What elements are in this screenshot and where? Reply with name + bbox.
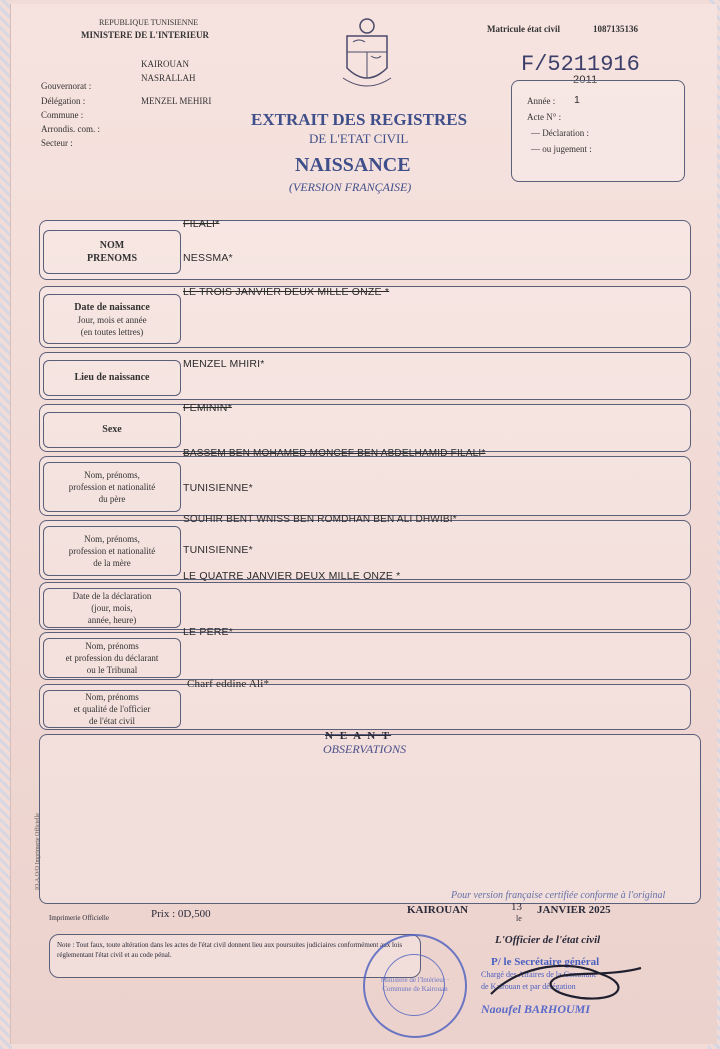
declarant-value: LE PERE*	[183, 626, 234, 638]
row-sex-label: Sexe	[43, 412, 181, 448]
declaration-date-value: LE QUATRE JANVIER DEUX MILLE ONZE *	[183, 570, 401, 582]
father-value: BASSEM BEN MOHAMED MONCEF BEN ABDELHAMID FILALI*	[183, 448, 486, 459]
side-print-text: IO.A.O/O Imprimerie Officielle	[35, 813, 41, 890]
acte-value: 1	[574, 94, 581, 106]
date-prefix-text: le	[516, 914, 522, 923]
matricule-label: Matricule état civil	[487, 24, 560, 34]
row-officer-label: Nom, prénoms et qualité de l'officier de l'état civil	[43, 690, 181, 728]
secteur-label: Secteur :	[41, 138, 73, 148]
observations-label: OBSERVATIONS	[323, 742, 407, 756]
row-name-label: NOM PRENOMS	[43, 230, 181, 274]
republic-text: REPUBLIQUE TUNISIENNE	[99, 18, 199, 27]
title-extrait: EXTRAIT DES REGISTRES	[251, 110, 468, 129]
row-mother-label: Nom, prénoms, profession et nationalité de la mère	[43, 526, 181, 576]
officer-title-text: L'Officier de l'état civil	[495, 934, 601, 946]
title-version: (VERSION FRANÇAISE)	[289, 180, 412, 194]
observations-box	[39, 734, 701, 904]
certification-text: Pour version française certifiée conforme à l'original	[451, 890, 666, 901]
matricule-value: 1087135136	[593, 24, 638, 34]
declaration-label: — Déclaration :	[531, 128, 589, 138]
signature-icon	[481, 954, 651, 1006]
father-nationality: TUNISIENNE*	[183, 482, 253, 494]
officer-line2-text: Chargé des Affaires de la Commune	[481, 970, 597, 979]
price-text: Prix : 0D,500	[151, 908, 211, 920]
row-birthplace-label: Lieu de naissance	[43, 360, 181, 396]
day-text: 13	[511, 901, 522, 913]
gouvernorat-label: Gouvernorat :	[41, 81, 92, 91]
row-declaration-date-label: Date de la déclaration (jour, mois, année, heure)	[43, 588, 181, 628]
tunisia-coat-of-arms-icon	[339, 16, 395, 96]
year-typed: 2011	[573, 74, 598, 86]
official-stamp-icon	[363, 934, 467, 1038]
stamp-text: Ministère de l'Intérieur · Commune de Kairouan	[380, 976, 450, 993]
officer-name-text: Naoufel BARHOUMI	[481, 1002, 591, 1016]
acte-label: Acte N° :	[527, 112, 562, 122]
birth-certificate-document	[10, 4, 717, 1044]
mother-nationality: TUNISIENNE*	[183, 544, 253, 556]
ministry-text: MINISTERE DE L'INTERIEUR	[81, 30, 210, 40]
observations-value: N E A N T	[325, 730, 392, 742]
sex-value: FEMININ*	[183, 402, 232, 414]
row-birthdate-label: Date de naissance Jour, mois et année (en toutes lettres)	[43, 294, 181, 344]
note-text: Note : Tout faux, toute altération dans les actes de l'état civil donnent lieu aux poursuites judiciaires conformément aux lois réglementant l'état civil et au code pénal.	[57, 941, 403, 959]
title-naissance: NAISSANCE	[295, 154, 411, 176]
row-father-label: Nom, prénoms, profession et nationalité du père	[43, 462, 181, 512]
gouvernorat-value: KAIROUAN	[141, 59, 189, 69]
delegation-value: NASRALLAH	[141, 73, 196, 83]
birthdate-value: LE TROIS JANVIER DEUX MILLE ONZE *	[183, 286, 390, 298]
place-text: KAIROUAN	[407, 904, 469, 916]
title-etat-civil: DE L'ETAT CIVIL	[309, 131, 409, 146]
commune-label: Commune :	[41, 110, 84, 120]
mother-value: SOUHIR BENT WNISS BEN ROMDHAN BEN ALI DHWIBI*	[183, 514, 457, 525]
month-year-text: JANVIER 2025	[537, 904, 611, 916]
nom-value: FILALI*	[183, 218, 220, 230]
commune-value: MENZEL MEHIRI	[141, 96, 212, 106]
row-declarant-label: Nom, prénoms et profession du déclarant ou le Tribunal	[43, 638, 181, 678]
arrondis-label: Arrondis. com. :	[41, 124, 100, 134]
prenom-value: NESSMA*	[183, 252, 233, 264]
jugement-label: — ou jugement :	[531, 144, 592, 154]
reference-number: F/5211916	[521, 52, 640, 77]
officer-pl-text: P/ le Secrétaire général	[491, 956, 600, 968]
delegation-label: Délégation :	[41, 96, 86, 106]
birthplace-value: MENZEL MHIRI*	[183, 358, 265, 370]
officer-line3-text: de Kairouan et par délégation	[481, 982, 576, 991]
officer-value: Charf eddine Ali*	[187, 678, 270, 690]
annee-label: Année :	[527, 96, 556, 106]
printer-text: Imprimerie Officielle	[49, 914, 109, 922]
